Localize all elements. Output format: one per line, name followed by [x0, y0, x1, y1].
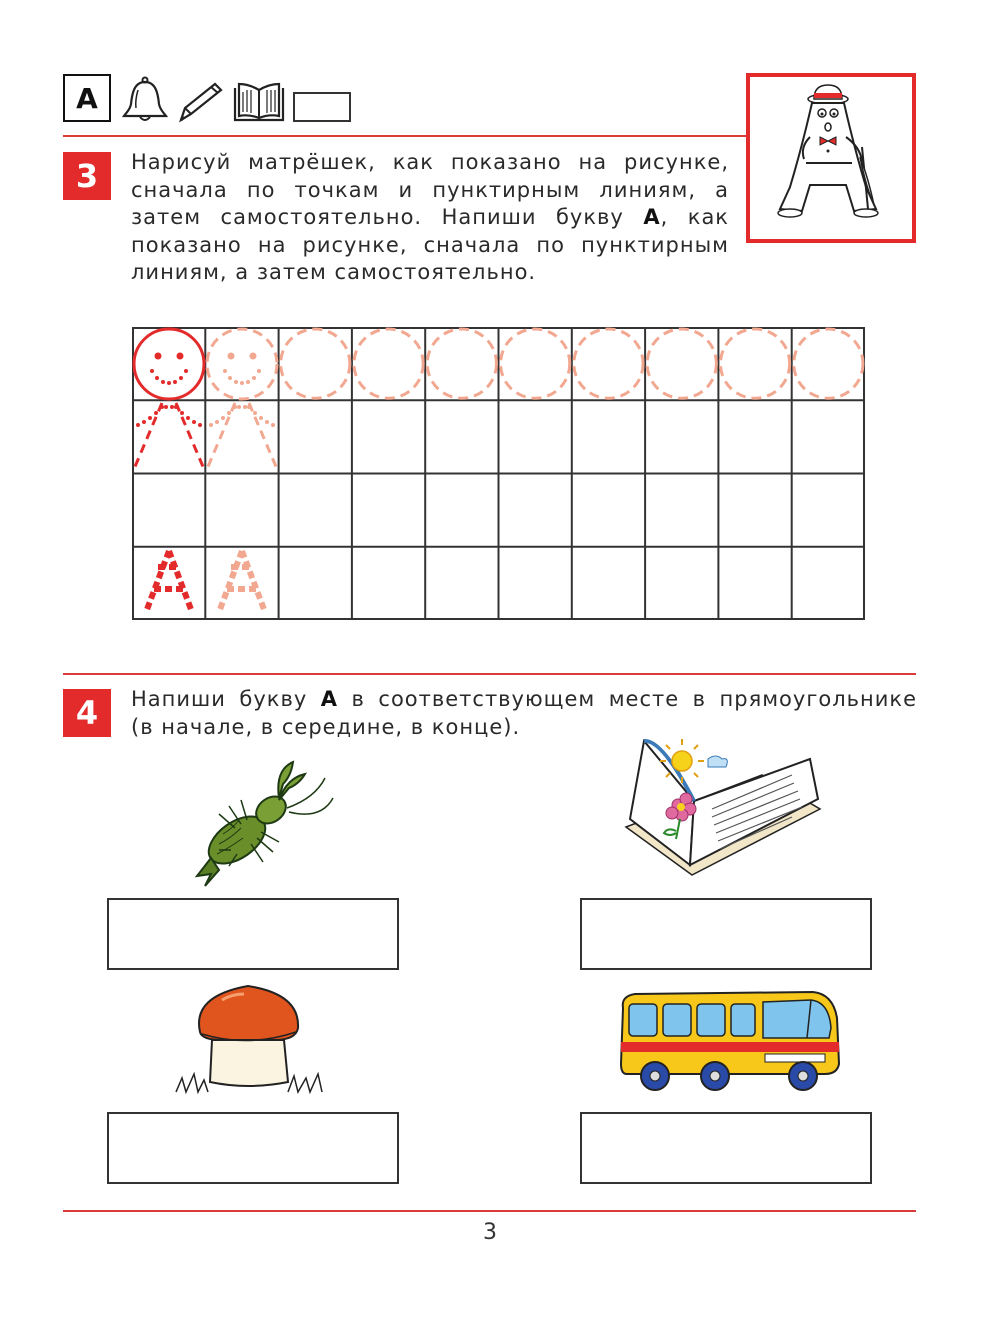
tracing-grid — [132, 327, 865, 620]
task-4-number: 4 — [63, 689, 111, 737]
task-divider — [63, 673, 916, 675]
letter-a-character-illustration — [750, 77, 912, 239]
answer-box-bus[interactable] — [580, 1112, 872, 1184]
task-3-instructions — [131, 149, 729, 287]
character-picture-frame — [746, 73, 916, 243]
dashed-head-outline — [354, 329, 423, 398]
answer-box-mushroom[interactable] — [107, 1112, 399, 1184]
matryoshka-body-sample — [134, 403, 204, 469]
dashed-head-outline — [501, 329, 570, 398]
dashed-head-outline — [427, 329, 496, 398]
letter-a-sample — [146, 551, 192, 612]
matryoshka-head-sample — [134, 329, 204, 399]
task-4-line-1-end: в соответствующем месте в прямоугольнике — [338, 687, 917, 711]
dashed-head-outline — [281, 329, 350, 398]
task-4-line-1-start: Напиши букву — [131, 687, 321, 711]
dashed-head-outline — [720, 329, 789, 398]
task-3-letter-a: А — [643, 205, 661, 229]
task-4-letter-a: А — [320, 687, 339, 711]
task-4-line-1 — [131, 686, 917, 714]
footer-divider — [63, 1210, 916, 1212]
bus-illustration — [615, 988, 845, 1094]
mushroom-illustration — [172, 982, 328, 1098]
grid-lines — [132, 327, 865, 620]
task-3-line-2: сначала по точкам и пунктирным линиям, а — [131, 177, 729, 202]
matryoshka-body-trace — [207, 403, 277, 469]
task-3-line-3 — [131, 204, 729, 232]
answer-box-crayfish[interactable] — [107, 898, 399, 970]
task-4-line-2: (в начале, в середине, в конце). — [131, 714, 521, 739]
task-3-number: 3 — [63, 152, 111, 200]
blank-answer-box — [293, 92, 351, 122]
task-3-line-3-end: , как — [660, 205, 729, 229]
answer-box-book[interactable] — [580, 898, 872, 970]
dashed-head-outline — [647, 329, 716, 398]
book-icon — [231, 80, 287, 124]
book-illustration — [622, 735, 824, 890]
dashed-head-outline — [794, 329, 863, 398]
dashed-head-outline — [574, 329, 643, 398]
task-3-line-3-start: затем самостоятельно. Напиши букву — [131, 205, 644, 229]
bell-icon — [120, 76, 170, 124]
letter-a-trace — [219, 551, 265, 612]
matryoshka-head-trace — [207, 329, 277, 399]
header-divider — [63, 135, 746, 137]
page-number: 3 — [483, 1220, 497, 1245]
pencil-icon — [175, 80, 225, 124]
task-4-instructions — [131, 686, 917, 741]
task-3-line-5: линиям, а затем самостоятельно. — [131, 260, 537, 284]
task-3-line-4: показано на рисунке, сначала по пунктирным — [131, 232, 729, 257]
task-3-line-1: Нарисуй матрёшек, как показано на рисунке, — [131, 150, 729, 174]
crayfish-illustration — [175, 758, 335, 888]
letter-a-badge: А — [63, 74, 111, 122]
